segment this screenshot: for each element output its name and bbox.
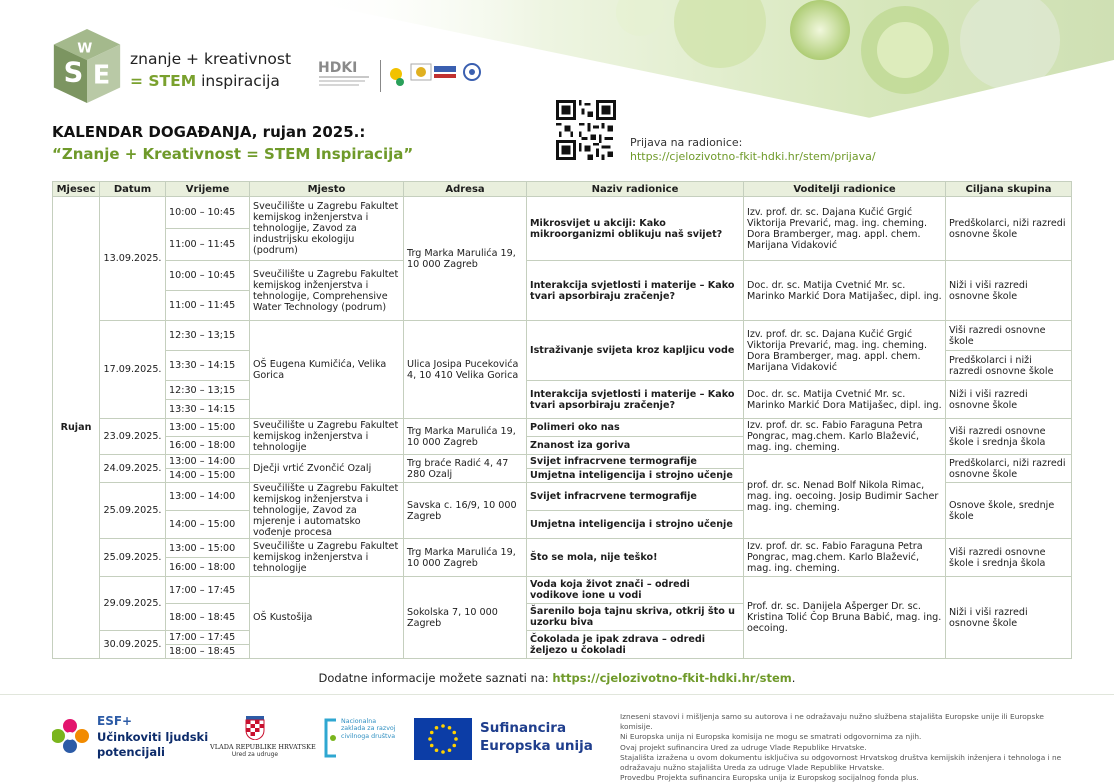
disclaimer xyxy=(620,712,1070,783)
column-header-address: Adresa xyxy=(404,182,527,197)
workshop-cell: Interakcija svjetlosti i materije – Kako tvari apsorbiraju zračenje? xyxy=(527,261,744,321)
date-cell: 29.09.2025. xyxy=(100,577,166,631)
target-group-cell: Niži i viši razredi osnovne škole xyxy=(946,577,1072,659)
eu-star xyxy=(428,737,432,741)
page-title: KALENDAR DOGAĐANJA, rujan 2025.: xyxy=(52,123,366,141)
disclaimer-line: Stajališta izražena u ovom dokumentu isključiva su odgovornost Hrvatskog društva kemijskih inženjera i tehnologa i ne odražavaju nužno stajališta Ureda za udruge Vlade Republike Hrvatske. xyxy=(620,752,1062,773)
address-cell: Trg Marka Marulića 19, 10 000 Zagreb xyxy=(404,197,527,321)
eu-star xyxy=(454,737,458,741)
place-cell: Sveučilište u Zagrebu Fakultet kemijskog inženjerstva i tehnologije, Zavod za industrijsku ekologiju (podrum) xyxy=(250,197,404,261)
time-cell: 13:00 – 14:00 xyxy=(166,483,250,511)
time-cell: 18:00 – 18:45 xyxy=(166,645,250,659)
date-cell: 25.09.2025. xyxy=(100,483,166,539)
eu-star xyxy=(441,724,445,728)
workshop-cell: Istraživanje svijeta kroz kapljicu vode xyxy=(527,321,744,381)
time-cell: 17:00 – 17:45 xyxy=(166,631,250,645)
address-cell: Trg braće Radić 4, 47 280 Ozalj xyxy=(404,455,527,483)
eu-star xyxy=(435,726,439,730)
eu-star xyxy=(448,726,452,730)
place-cell: OŠ Eugena Kumičića, Velika Gorica xyxy=(250,321,404,419)
workshop-cell: Mikrosvijet u akciji: Kako mikroorganizmi oblikuju naš svijet? xyxy=(527,197,744,261)
time-cell: 16:00 – 18:00 xyxy=(166,558,250,577)
column-header-target-group: Ciljana skupina xyxy=(946,182,1072,197)
qr-code-icon[interactable] xyxy=(556,100,616,160)
brand-line2 xyxy=(130,72,280,90)
workshop-cell: Voda koja život znači – odredi vodikove ione u vodi xyxy=(527,577,744,604)
zaklada-bracket-icon xyxy=(322,718,340,758)
target-group-cell: Predškolarci i niži razredi osnovne škole xyxy=(946,351,1072,381)
time-cell: 13:30 – 14:15 xyxy=(166,400,250,419)
workshop-cell: Umjetna inteligencija i strojno učenje xyxy=(527,511,744,539)
events-table xyxy=(52,181,1072,659)
address-cell: Trg Marka Marulića 19, 10 000 Zagreb xyxy=(404,419,527,455)
workshop-cell: Interakcija svjetlosti i materije – Kako tvari apsorbiraju zračenje? xyxy=(527,381,744,419)
place-cell: Sveučilište u Zagrebu Fakultet kemijskog inženjerstva i tehnologije, Zavod za mjerenje i automatsko vođenje procesa xyxy=(250,483,404,539)
additional-info-link[interactable]: https://cjelozivotno-fkit-hdki.hr/stem xyxy=(552,671,792,685)
time-cell: 12:30 – 13;15 xyxy=(166,321,250,351)
date-cell: 25.09.2025. xyxy=(100,539,166,577)
esf-line1: Učinkoviti ljudski xyxy=(97,730,209,744)
date-cell: 23.09.2025. xyxy=(100,419,166,455)
date-cell: 13.09.2025. xyxy=(100,197,166,321)
disclaimer-line: Izneseni stavovi i mišljenja samo su autorova i ne odražavaju nužno službena stajališta Europske unije ili Europske komisije. xyxy=(620,712,1044,732)
disclaimer-line: Ovaj projekt sufinancira Ured za udruge Vlade Republike Hrvatske. xyxy=(620,742,867,752)
zaklada-logo xyxy=(322,716,394,764)
eu-line1: Sufinancira xyxy=(480,720,567,736)
time-cell: 12:30 – 13;15 xyxy=(166,381,250,400)
time-cell: 17:00 – 17:45 xyxy=(166,577,250,604)
esf-line2: potencijali xyxy=(97,745,165,759)
column-header-leaders: Voditelji radionice xyxy=(744,182,946,197)
eu-star xyxy=(448,748,452,752)
table-row xyxy=(53,381,1072,400)
place-cell: Sveučilište u Zagrebu Fakultet kemijskog inženjerstva i tehnologije xyxy=(250,539,404,577)
place-cell: Dječji vrtić Zvončić Ozalj xyxy=(250,455,404,483)
partner-logos-strip xyxy=(316,56,492,98)
vlada-line1: VLADA REPUBLIKE HRVATSKE xyxy=(210,743,316,751)
time-cell: 11:00 – 11:45 xyxy=(166,291,250,321)
workshop-cell: Što se mola, nije teško! xyxy=(527,539,744,577)
table-row xyxy=(53,419,1072,437)
eu-star xyxy=(435,748,439,752)
croatian-coat-of-arms-icon xyxy=(245,716,265,740)
leaders-cell: prof. dr. sc. Nenad Bolf Nikola Rimac, mag. ing. oecoing. Josip Budimir Sacher mag. ing. cheming. xyxy=(744,455,946,539)
target-group-cell: Predškolarci, niži razredi osnovne škole xyxy=(946,455,1072,483)
address-cell: Trg Marka Marulića 19, 10 000 Zagreb xyxy=(404,539,527,577)
table-row xyxy=(53,577,1072,604)
table-header-row xyxy=(53,182,1072,197)
disclaimer-line: Provedbu Projekta sufinancira Europska unija iz Europskog socijalnog fonda plus. xyxy=(620,773,919,783)
target-group-cell: Predškolarci, niži razredi osnovne škole xyxy=(946,197,1072,261)
workshop-cell: Šarenilo boja tajnu skriva, otkrij što u uzorku biva xyxy=(527,604,744,631)
esf-brand: ESF+ xyxy=(97,714,133,728)
target-group-cell: Viši razredi osnovne škole i srednja škola xyxy=(946,539,1072,577)
column-header-workshop: Naziv radionice xyxy=(527,182,744,197)
place-cell: Sveučilište u Zagrebu Fakultet kemijskog inženjerstva i tehnologije, Comprehensive Water Technology (podrum) xyxy=(250,261,404,321)
leaders-cell: Izv. prof. dr. sc. Dajana Kučić Grgić Viktorija Prevarić, mag. ing. cheming. Dora Bramberger, mag. appl. chem. Marijana Vidaković xyxy=(744,321,946,381)
page-subtitle: “Znanje + Kreativnost = STEM Inspiracija” xyxy=(52,145,414,163)
brand-line1: znanje + kreativnost xyxy=(130,50,292,68)
stem-cube-icon xyxy=(48,26,126,106)
place-cell: OŠ Kustošija xyxy=(250,577,404,659)
svg-text:E: E xyxy=(92,59,111,90)
leaders-cell: Izv. prof. dr. sc. Fabio Faraguna Petra Pongrac, mag.chem. Karlo Blažević, mag. ing. cheming. xyxy=(744,419,946,455)
registration-link[interactable]: https://cjelozivotno-fkit-hdki.hr/stem/prijava/ xyxy=(630,150,876,163)
eu-star xyxy=(441,750,445,754)
target-group-cell: Osnove škole, srednje škole xyxy=(946,483,1072,539)
eu-star xyxy=(452,744,456,748)
table-row xyxy=(53,455,1072,469)
column-header-time: Vrijeme xyxy=(166,182,250,197)
registration-label: Prijava na radionice: xyxy=(630,136,743,149)
time-cell: 10:00 – 10:45 xyxy=(166,261,250,291)
partner-logos xyxy=(316,56,492,98)
leaders-cell: Izv. prof. dr. sc. Dajana Kučić Grgić Viktorija Prevarić, mag. ing. cheming. Dora Bramberger, mag. appl. chem. Marijana Vidaković xyxy=(744,197,946,261)
time-cell: 18:00 – 18:45 xyxy=(166,604,250,631)
target-group-cell: Viši razredi osnovne škole xyxy=(946,321,1072,351)
time-cell: 11:00 – 11:45 xyxy=(166,229,250,261)
disclaimer-line: Ni Europska unija ni Europska komisija ne mogu se smatrati odgovornima za njih. xyxy=(620,732,922,742)
svg-text:S: S xyxy=(63,57,84,89)
stem-logo xyxy=(48,26,328,112)
table-row xyxy=(53,261,1072,291)
eu-star xyxy=(430,744,434,748)
leaders-cell: Doc. dr. sc. Matija Cvetnić Mr. sc. Marinko Markić Dora Matijašec, dipl. ing. xyxy=(744,381,946,419)
vlada-line2: Ured za udruge xyxy=(231,751,279,758)
target-group-cell: Niži i viši razredi osnovne škole xyxy=(946,261,1072,321)
target-group-cell: Niži i viši razredi osnovne škole xyxy=(946,381,1072,419)
brand-rest: inspiracija xyxy=(201,72,280,90)
time-cell: 14:00 – 15:00 xyxy=(166,469,250,483)
time-cell: 13:00 – 14:00 xyxy=(166,455,250,469)
workshop-cell: Čokolada je ipak zdrava – odredi željezo u čokoladi xyxy=(527,631,744,659)
time-cell: 13:00 – 15:00 xyxy=(166,419,250,437)
address-cell: Savska c. 16/9, 10 000 Zagreb xyxy=(404,483,527,539)
workshop-cell: Polimeri oko nas xyxy=(527,419,744,437)
place-cell: Sveučilište u Zagrebu Fakultet kemijskog inženjerstva i tehnologije xyxy=(250,419,404,455)
date-cell: 30.09.2025. xyxy=(100,631,166,659)
additional-info xyxy=(0,671,1114,685)
svg-text:W: W xyxy=(77,40,93,57)
time-cell: 16:00 – 18:00 xyxy=(166,437,250,455)
column-header-place: Mjesto xyxy=(250,182,404,197)
table-row xyxy=(53,539,1072,558)
column-header-month: Mjesec xyxy=(53,182,100,197)
brand-eq: = STEM xyxy=(130,72,197,90)
workshop-cell: Umjetna inteligencija i strojno učenje xyxy=(527,469,744,483)
eu-star xyxy=(430,731,434,735)
footer-divider xyxy=(0,694,1114,695)
date-cell: 17.09.2025. xyxy=(100,321,166,419)
eu-flag-icon xyxy=(414,718,472,760)
time-cell: 14:00 – 15:00 xyxy=(166,511,250,539)
workshop-cell: Znanost iza goriva xyxy=(527,437,744,455)
leaders-cell: Prof. dr. sc. Danijela Ašperger Dr. sc. Kristina Tolić Čop Bruna Babić, mag. ing. oecoing. xyxy=(744,577,946,659)
workshop-cell: Svijet infracrvene termografije xyxy=(527,483,744,511)
column-header-date: Datum xyxy=(100,182,166,197)
address-cell: Sokolska 7, 10 000 Zagreb xyxy=(404,577,527,659)
leaders-cell: Izv. prof. dr. sc. Fabio Faraguna Petra Pongrac, mag.chem. Karlo Blažević, mag. ing. cheming. xyxy=(744,539,946,577)
eu-line2: Europska unija xyxy=(480,738,593,754)
month-cell: Rujan xyxy=(53,197,100,659)
time-cell: 13:30 – 14:15 xyxy=(166,351,250,381)
time-cell: 10:00 – 10:45 xyxy=(166,197,250,229)
address-cell: Ulica Josipa Pucekovića 4, 10 410 Velika Gorica xyxy=(404,321,527,419)
additional-info-text: Dodatne informacije možete saznati na: xyxy=(318,671,549,685)
time-cell: 13:00 – 15:00 xyxy=(166,539,250,558)
table-row xyxy=(53,321,1072,351)
eu-star xyxy=(452,731,456,735)
date-cell: 24.09.2025. xyxy=(100,455,166,483)
hdki-logo-text: HDKI xyxy=(318,60,358,76)
table-row xyxy=(53,197,1072,229)
zaklada-text: Nacionalna zaklada za razvoj civilnoga društva xyxy=(341,718,396,740)
leaders-cell: Doc. dr. sc. Matija Cvetnić Mr. sc. Marinko Markić Dora Matijašec, dipl. ing. xyxy=(744,261,946,321)
additional-info-suffix: . xyxy=(791,671,796,685)
workshop-cell: Svijet infracrvene termografije xyxy=(527,455,744,469)
target-group-cell: Viši razredi osnovne škole i srednja škola xyxy=(946,419,1072,455)
vlada-logo xyxy=(210,716,316,766)
